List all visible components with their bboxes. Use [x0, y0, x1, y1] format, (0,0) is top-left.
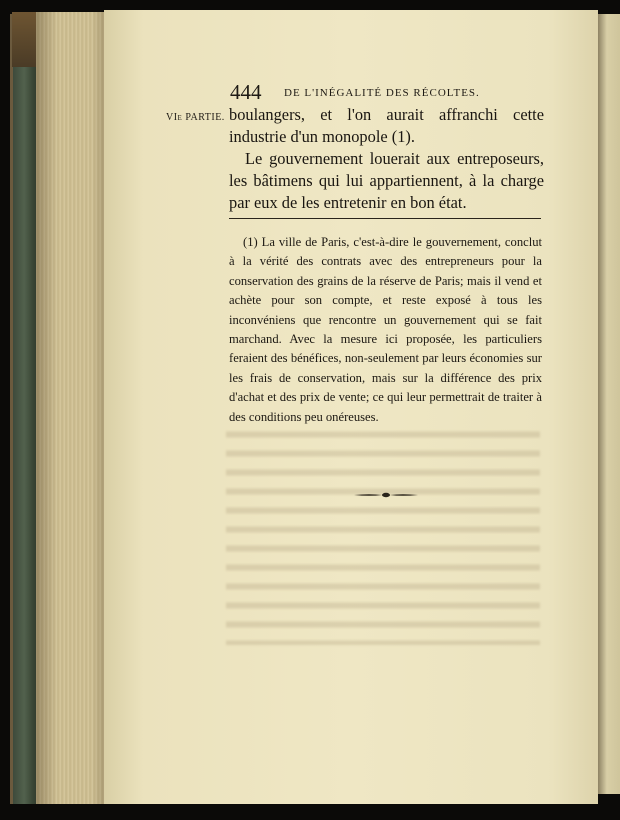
running-title: DE L'INÉGALITÉ DES RÉCOLTES.	[284, 87, 480, 99]
show-through-text	[226, 425, 540, 645]
page-header	[230, 80, 530, 106]
paragraph: Le gouvernement louerait aux entreposeurs, les bâtimens qui lui appartiennent, à la charge par eux de les entretenir en bon état.	[229, 149, 544, 212]
main-text	[229, 104, 544, 214]
footnote-divider	[229, 218, 541, 219]
page-edges	[36, 12, 106, 804]
footnote	[229, 233, 542, 427]
ornament-icon	[354, 491, 418, 499]
paragraph-continuation: boulangers, et l'on aurait affranchi cette industrie d'un monopole (1).	[229, 105, 544, 146]
page-number: 444	[230, 80, 262, 104]
margin-note: VIe PARTIE.	[166, 112, 225, 123]
footnote-text: (1) La ville de Paris, c'est-à-dire le gouvernement, conclut à la vérité des contrats avec des entrepreneurs pour la conservation des grains de la réserve de Paris; mais il vend et achète pour son compte, et reste exposé à tous les inconvéniens que rencontre un gouvernement qui se fait marchand. Avec la mesure ici proposée, les particuliers feraient des bénéfices, non-seulement par leurs économies sur les frais de conservation, mais sur la différence des prix d'achat et des prix de vente; ce qui leur permettrait de traiter à des conditions peu onéreuses.	[229, 235, 542, 424]
facing-page-edge	[598, 14, 620, 794]
